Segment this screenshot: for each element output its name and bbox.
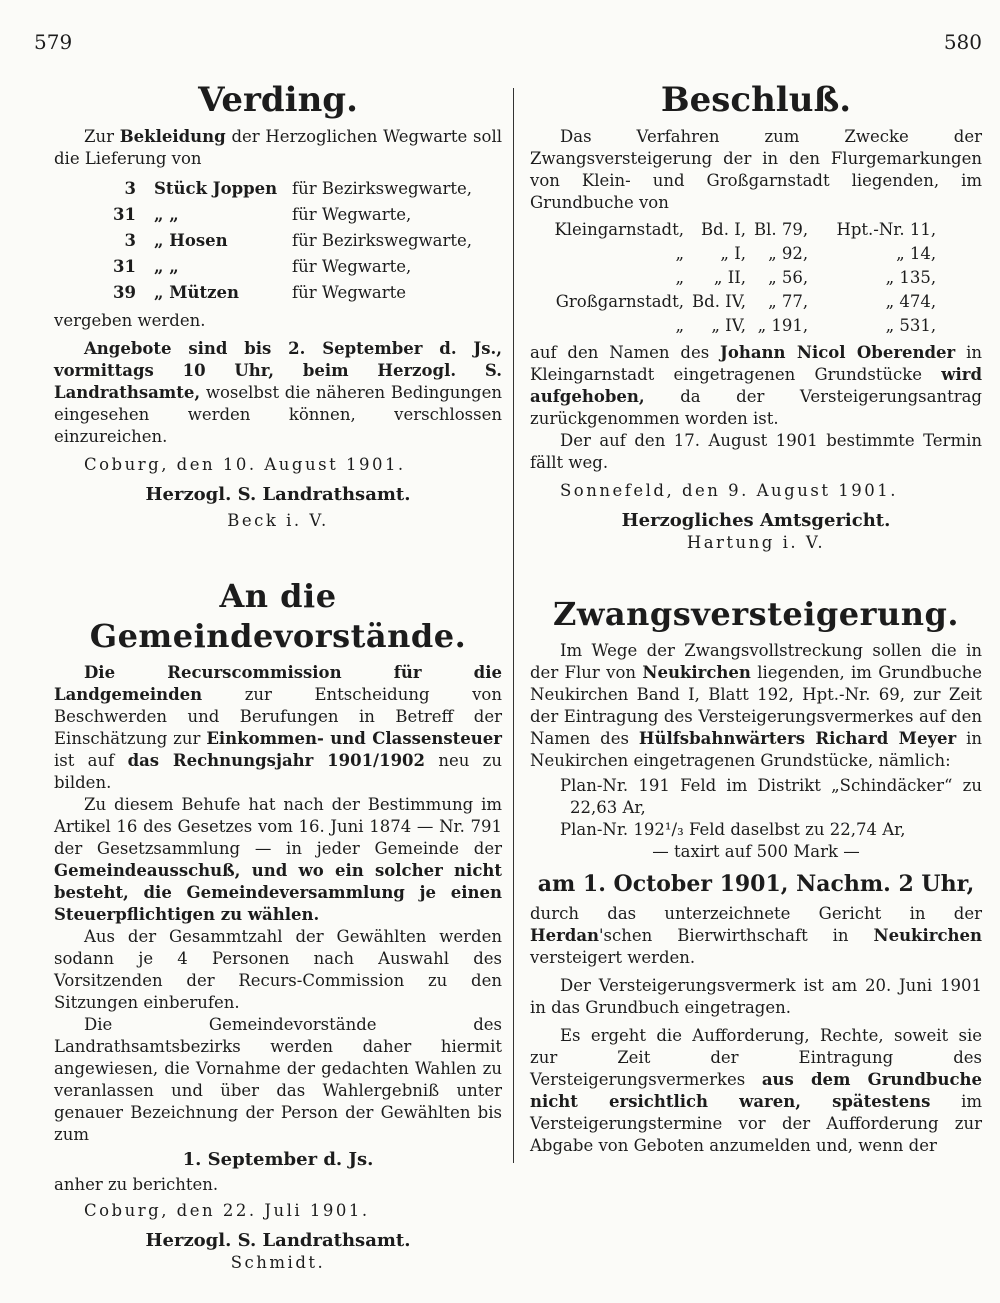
verding-item-row <box>54 280 476 306</box>
verding-title: Verding. <box>198 80 358 120</box>
left-column <box>54 80 502 1274</box>
beschluss-p3: Der auf den 17. August 1901 bestimmte Termin fällt weg. <box>530 431 982 472</box>
zwang-p3: Der Versteigerungsvermerk ist am 20. Juni 1901 in das Grundbuch eingetragen. <box>530 976 982 1017</box>
beschluss-parcel-band: „ II, <box>713 268 746 287</box>
verding-offer: Angebote sind bis 2. September d. Js., vormittags 10 Uhr, beim Herzogl. S. Landrathsamte, woselbst die näheren Bedingungen eingesehen werden können, verschlossen einzureichen. <box>54 339 503 446</box>
gemeinde-signer: Schmidt. <box>230 1253 326 1272</box>
beschluss-p1: Das Verfahren zum Zwecke der Zwangsversteigerung der in den Flurgemarkungen von Klein- und Großgarnstadt liegenden, im Grundbuche von <box>530 127 982 212</box>
beschluss-parcel-row <box>530 242 940 266</box>
gemeinde-p2: Zu diesem Behufe hat nach der Bestimmung im Artikel 16 des Gesetzes vom 16. Juni 1874 — Nr. 791 der Gesetzsammlung — in jeder Gemeinde der Gemeindeausschuß, und wo ein solcher nicht besteht, die Gemeindeversammlung je einen Steuerpflichtigen zu wählen. <box>54 795 502 924</box>
gemeinde-p3: Aus der Gesammtzahl der Gewählten werden sodann je 4 Personen nach Auswahl des Vorsitzenden der Recurs-Commission zu den Sitzungen einberufen. <box>54 927 502 1012</box>
beschluss-p2: auf den Namen des Johann Nicol Oberender in Kleingarnstadt eingetragenen Grundstücke wird aufgehoben, da der Versteigerungsantrag zurückgenommen worden ist. <box>530 343 982 428</box>
verding-place-date: Coburg, den 10. August 1901. <box>84 455 406 474</box>
gemeinde-place-date: Coburg, den 22. Juli 1901. <box>84 1201 370 1220</box>
zwang-plan-2: Plan-Nr. 192¹/₃ Feld daselbst zu 22,74 Ar, <box>560 820 906 839</box>
beschluss-parcel-hptnr: Hpt.-Nr. 11, <box>836 220 937 239</box>
beschluss-parcel-hptnr: „ 14, <box>896 244 937 263</box>
beschluss-parcel-hptnr: „ 135, <box>885 268 937 287</box>
gemeinde-authority: Herzogl. S. Landrathsamt. <box>145 1230 411 1251</box>
page-number-right: 580 <box>943 30 982 54</box>
zwang-taxed: — taxirt auf 500 Mark — <box>652 842 860 861</box>
zwang-date: am 1. October 1901, Nachm. 2 Uhr, <box>537 871 975 897</box>
zwang-title: Zwangsversteigerung. <box>552 595 960 633</box>
beschluss-place-date: Sonnefeld, den 9. August 1901. <box>560 481 898 500</box>
verding-signer: Beck i. V. <box>227 511 329 530</box>
verding-item-recipient: für Wegwarte, <box>292 257 412 276</box>
beschluss-parcel-blatt: „ 191, <box>757 316 809 335</box>
beschluss-parcel-place: Kleingarnstadt, <box>554 220 684 239</box>
beschluss-parcel-row <box>530 290 940 314</box>
beschluss-parcel-place: „ <box>675 244 684 263</box>
beschluss-parcel-table <box>530 218 940 338</box>
beschluss-parcel-blatt: „ 56, <box>768 268 809 287</box>
beschluss-parcel-row <box>530 218 940 242</box>
beschluss-parcel-place: Großgarnstadt, <box>555 292 684 311</box>
verding-intro: Zur Bekleidung der Herzoglichen Wegwarte soll die Lieferung von <box>54 127 503 168</box>
gemeinde-p1: Die Recurscommission für die Landgemeinden zur Entscheidung von Beschwerden und Berufungen in Betreff der Einschätzung zur Einkommen- und Classensteuer ist auf das Rechnungsjahr 1901/1902 neu zu bilden. <box>54 663 502 792</box>
verding-item-qty: 3 <box>124 179 136 198</box>
column-divider <box>513 88 514 1163</box>
verding-after: vergeben werden. <box>54 311 206 330</box>
verding-item-qty: 31 <box>113 257 136 276</box>
verding-item-qty: 3 <box>124 231 136 250</box>
beschluss-parcel-row <box>530 314 940 338</box>
verding-item-row <box>54 202 476 228</box>
verding-item-name: „ Hosen <box>154 231 228 250</box>
beschluss-parcel-blatt: „ 77, <box>768 292 809 311</box>
beschluss-parcel-band: Bd. I, <box>701 220 746 239</box>
verding-item-row <box>54 254 476 280</box>
beschluss-parcel-row <box>530 266 940 290</box>
zwang-p2: durch das unterzeichnete Gericht in der Herdan'schen Bierwirthschaft in Neukirchen versteigert werden. <box>530 904 982 967</box>
verding-item-recipient: für Wegwarte, <box>292 205 412 224</box>
page-number-left: 579 <box>34 30 73 54</box>
beschluss-parcel-hptnr: „ 531, <box>885 316 937 335</box>
beschluss-parcel-band: „ IV, <box>711 316 746 335</box>
gemeinde-deadline: 1. September d. Js. <box>182 1149 374 1170</box>
verding-item-name: Stück Joppen <box>154 179 278 198</box>
beschluss-parcel-blatt: Bl. 79, <box>753 220 809 239</box>
beschluss-signer: Hartung i. V. <box>686 533 826 552</box>
beschluss-title: Beschluß. <box>660 80 852 120</box>
verding-items-table <box>54 176 476 306</box>
beschluss-parcel-hptnr: „ 474, <box>885 292 937 311</box>
verding-item-recipient: für Bezirkswegwarte, <box>292 179 473 198</box>
right-column <box>530 80 982 1157</box>
gemeinde-p4: Die Gemeindevorstände des Landrathsamtsbezirks werden daher hiermit angewiesen, die Vornahme der gedachten Wahlen zu veranlassen und über das Wahlergebniß unter genauer Bezeichnung der Person der Gewählten bis zum <box>54 1015 502 1144</box>
zwang-p4: Es ergeht die Aufforderung, Rechte, soweit sie zur Zeit der Eintragung des Versteigerungsvermerkes aus dem Grundbuche nicht ersichtlich waren, spätestens im Versteigerungstermine vor der Aufforderung zur Abgabe von Geboten anzumelden und, wenn der <box>530 1026 982 1155</box>
beschluss-parcel-blatt: „ 92, <box>768 244 809 263</box>
verding-item-qty: 39 <box>113 283 136 302</box>
beschluss-parcel-place: „ <box>675 268 684 287</box>
verding-item-recipient: für Wegwarte <box>292 283 407 302</box>
beschluss-parcel-band: Bd. IV, <box>692 292 746 311</box>
verding-item-qty: 31 <box>113 205 136 224</box>
verding-item-row <box>54 228 476 254</box>
beschluss-parcel-band: „ I, <box>720 244 746 263</box>
beschluss-parcel-place: „ <box>675 316 684 335</box>
gemeinde-report: anher zu berichten. <box>54 1175 219 1194</box>
zwang-plan-1: Plan-Nr. 191 Feld im Distrikt „Schindäcker“ zu 22,63 Ar, <box>560 776 982 817</box>
verding-authority: Herzogl. S. Landrathsamt. <box>145 484 411 505</box>
verding-item-name: „ „ <box>154 205 179 224</box>
zwang-p1: Im Wege der Zwangsvollstreckung sollen die in der Flur von Neukirchen liegenden, im Grundbuche Neukirchen Band I, Blatt 192, Hpt.-Nr. 69, zur Zeit der Eintragung des Versteigerungsvermerkes auf den Namen des Hülfsbahnwärters Richard Meyer in Neukirchen eingetragenen Grundstücke, nämlich: <box>530 641 983 770</box>
verding-item-name: „ Mützen <box>154 283 239 302</box>
beschluss-authority: Herzogliches Amtsgericht. <box>621 510 891 531</box>
verding-item-name: „ „ <box>154 257 179 276</box>
verding-item-row <box>54 176 476 202</box>
verding-item-recipient: für Bezirkswegwarte, <box>292 231 473 250</box>
gemeinde-title: An die Gemeindevorstände. <box>89 577 467 655</box>
